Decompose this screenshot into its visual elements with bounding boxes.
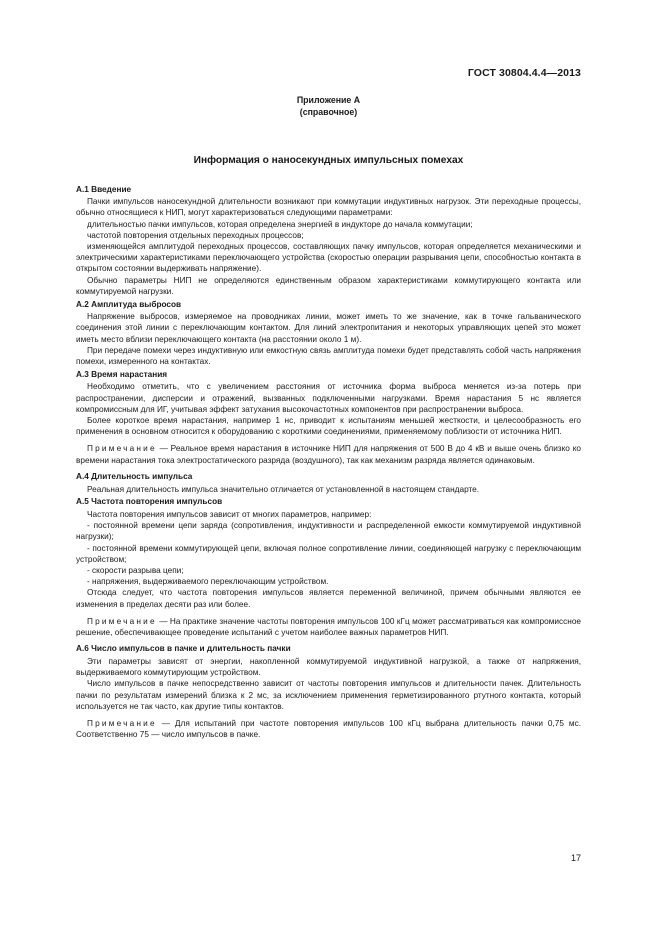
section-heading-a4: А.4 Длительность импульса xyxy=(76,471,193,481)
paragraph: Пачки импульсов наносекундной длительности возникают при коммутации индуктивных нагрузок. Эти переходные процессы, обычно относящиеся к НИП, могут характеризоваться следующими параметрами: xyxy=(76,197,581,218)
note-label: Примечание xyxy=(87,444,157,454)
list-item: - постоянной времени цепи заряда (сопротивления, индуктивности и распределенной емкости коммутируемой индуктивной нагрузки); xyxy=(76,521,581,542)
main-title: Информация о наносекундных импульсных помехах xyxy=(193,155,464,166)
paragraph: При передаче помехи через индуктивную или емкостную связь амплитуда помехи будет представлять собой часть напряжения помехи, измеренного на контактах. xyxy=(76,345,581,367)
paragraph: Частота повторения импульсов зависит от многих параметров, например: xyxy=(87,509,372,519)
note-text: — Реальное время нарастания в источнике НИП для напряжения от 500 В до 4 кВ и выше очень близко ко времени нарастания тока электростатического разряда (воздушного), так как механизм разряда является одинаковым. xyxy=(76,444,581,465)
annex-block xyxy=(76,95,581,118)
paragraph: Реальная длительность импульса значительно отличается от установленной в настоящем стандарте. xyxy=(87,484,480,494)
section-heading-a5: А.5 Частота повторения импульсов xyxy=(76,497,223,507)
annex-title: Приложение А xyxy=(296,95,361,105)
document-body xyxy=(76,182,581,740)
note-paragraph xyxy=(76,718,581,740)
note-text: — Для испытаний при частоте повторения импульсов 100 кГц выбрана длительность пачки 0,75 мс. Соответственно 75 — число импульсов в пачке. xyxy=(76,718,581,740)
paragraph: Более короткое время нарастания, например 1 нс, приводит к испытаниям меньшей жесткости, и целесообразность его применения в основном относится к оборудованию с короткими соединениями, применяемому поблизости от источника НИП. xyxy=(76,416,581,437)
section-heading-a6: А.6 Число импульсов в пачке и длительность пачки xyxy=(76,644,291,654)
section-heading-a1: А.1 Введение xyxy=(76,184,132,194)
page-number: 17 xyxy=(570,853,581,863)
note-label: Примечание xyxy=(87,718,157,728)
paragraph: Отсюда следует, что частота повторения импульсов является переменной величиной, причем обычными являются ее изменения в пределах десяти раз или более. xyxy=(76,588,581,609)
paragraph: длительностью пачки импульсов, которая определена энергией в индукторе до начала коммутации; xyxy=(87,219,473,229)
list-item: - напряжения, выдерживаемого переключающим устройством. xyxy=(87,577,329,587)
note-paragraph xyxy=(76,616,581,638)
paragraph: Эти параметры зависят от энергии, накопленной коммутируемой индуктивной нагрузкой, а также от напряжения, выдерживаемого коммутирующим устройством. xyxy=(76,656,581,678)
list-item: - скорости разрыва цепи; xyxy=(87,566,184,575)
paragraph: изменяющейся амплитудой переходных процессов, составляющих пачку импульсов, которая определяется механическими и электрическими характеристиками переключающего устройства (скоростью операции разрывания цепи, способностью контакта в открытом состоянии выдерживать напряжение). xyxy=(76,242,581,274)
list-item: - постоянной времени коммутирующей цепи, включая полное сопротивление линии, соединяющей нагрузку с переключающим устройством; xyxy=(76,543,581,564)
paragraph: Обычно параметры НИП не определяются единственным образом характеристиками коммутирующего контакта или коммутируемой нагрузки. xyxy=(76,275,581,296)
section-heading-a3: А.3 Время нарастания xyxy=(76,369,168,379)
paragraph: Необходимо отметить, что с увеличением расстояния от источника форма выброса меняется из-за потерь при распространении, дисперсии и отражений, вызванных подключенными нагрузками. Время нарастания 5 нс является компромиссным для ИГ, учитывая эффект затухания высокочастотных компонентов при распространении выброса. xyxy=(76,382,581,414)
section-heading-a2: А.2 Амплитуда выбросов xyxy=(76,299,182,309)
document-code: ГОСТ 30804.4.4—2013 xyxy=(467,67,581,79)
paragraph: Напряжение выбросов, измеряемое на проводниках линии, может иметь то же значение, как в точке гальванического соединения этой линии с переключающим контактом. Для линий электропитания и некоторых управляющих цепей это может иметь место вблизи переключающего контакта (на расстоянии около 1 м). xyxy=(76,312,581,344)
note-label: Примечание xyxy=(87,616,157,626)
paragraph: частотой повторения отдельных переходных процессов; xyxy=(87,230,304,240)
note-paragraph xyxy=(76,443,581,465)
annex-type: (справочное) xyxy=(299,106,358,117)
paragraph: Число импульсов в пачке непосредственно зависит от частоты повторения импульсов и длительности пачек. Длительность пачки по результатам измерений близка к 2 мс, за исключением применения герметизированного ртутного контакта, который используется не так часто, как другие типы контактов. xyxy=(76,679,581,711)
note-text: — На практике значение частоты повторения импульсов 100 кГц может рассматриваться как компромиссное решение, обеспечивающее проведение испытаний с учетом наиболее важных параметров НИП. xyxy=(76,616,581,638)
